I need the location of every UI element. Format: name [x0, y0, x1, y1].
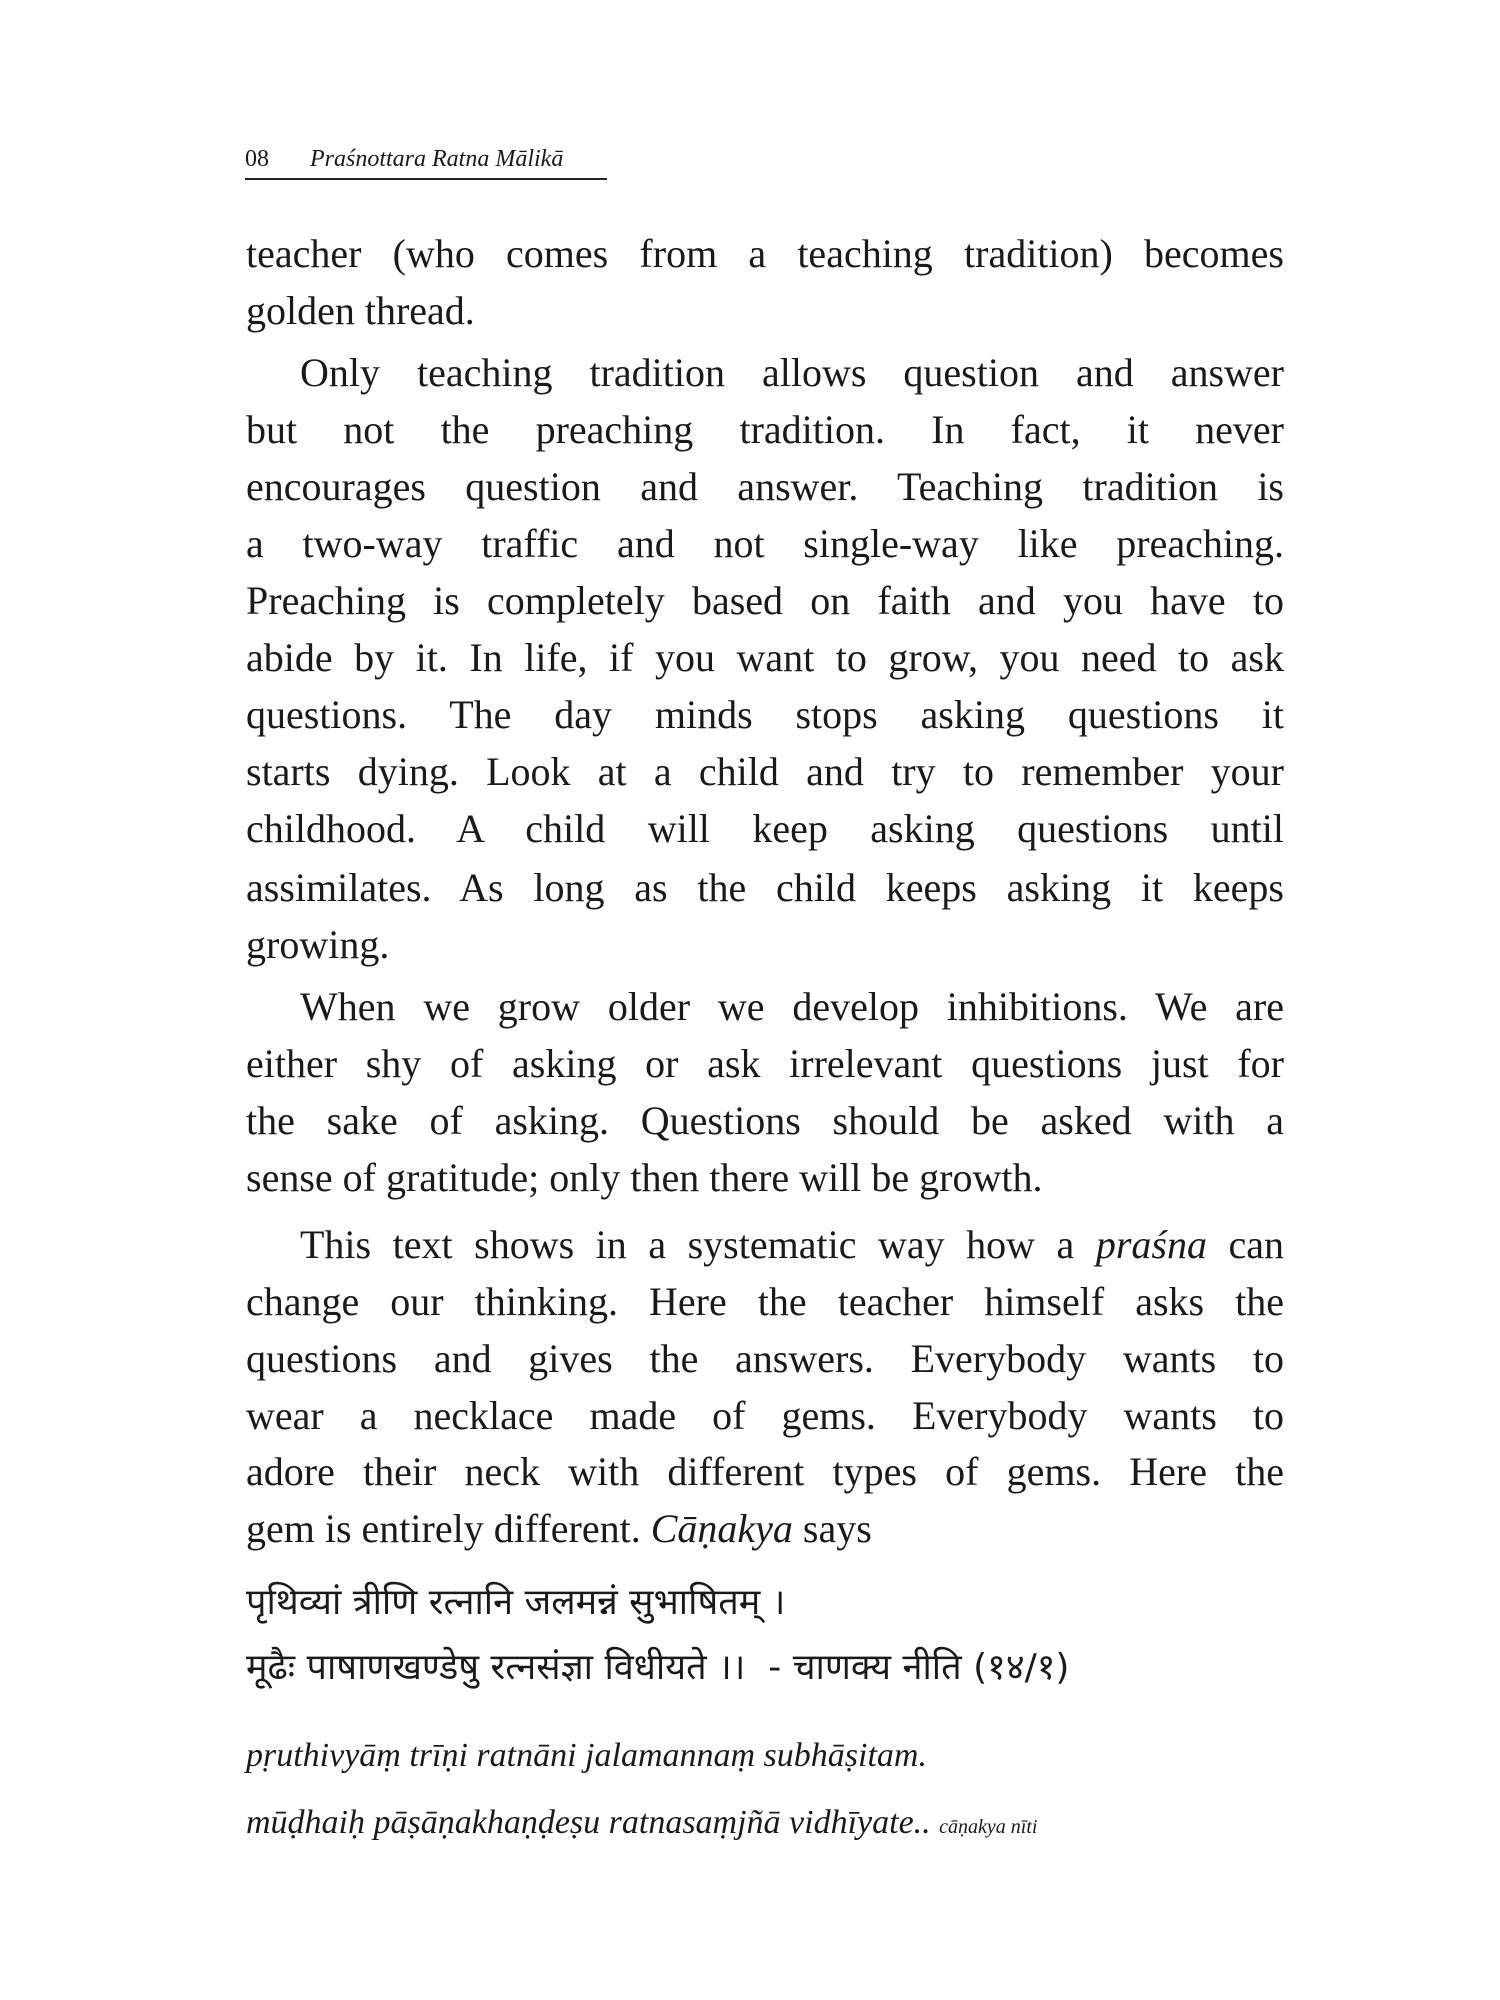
text-line: Only teaching tradition allows question and answer	[300, 350, 1284, 395]
text-line: starts dying. Look at a child and try to remember your	[246, 749, 1284, 794]
text-line: change our thinking. Here the teacher himself asks the	[246, 1279, 1284, 1324]
text-line: questions and gives the answers. Everybody wants to	[246, 1336, 1284, 1381]
text-line: either shy of asking or ask irrelevant questions just for	[246, 1041, 1284, 1086]
transliteration-text: mūḍhaiḥ pāṣāṇakhaṇḍeṣu ratnasaṃjñā vidhīyate..	[246, 1804, 931, 1841]
text-line: Preaching is completely based on faith and you have to	[246, 578, 1284, 623]
text-line: golden thread.	[246, 288, 475, 333]
text-line: adore their neck with different types of gems. Here the	[246, 1449, 1284, 1494]
italic-term: praśna	[1095, 1222, 1207, 1267]
text-line: wear a necklace made of gems. Everybody wants to	[246, 1393, 1284, 1438]
transliteration-source: cāṇakya nīti	[939, 1816, 1038, 1838]
transliteration-line	[246, 1798, 1037, 1852]
header-rule	[245, 178, 607, 180]
text-line: assimilates. As long as the child keeps asking it keeps	[246, 865, 1284, 910]
page-number: 08	[245, 146, 269, 172]
text-line: growing.	[246, 922, 390, 967]
devanagari-text: मूढैः पाषाणखण्डेषु रत्नसंज्ञा विधीयते ।।	[246, 1647, 746, 1688]
devanagari-line	[246, 1643, 1069, 1693]
text-line: a two-way traffic and not single-way like preaching.	[246, 521, 1284, 566]
text-span: gem is entirely different.	[246, 1506, 651, 1551]
text-span: This text shows in a systematic way how a	[300, 1222, 1096, 1267]
text-line: childhood. A child will keep asking questions until	[246, 806, 1284, 851]
text-line: but not the preaching tradition. In fact, it never	[246, 407, 1284, 452]
verse-source: - चाणक्य नीति (१४/१)	[768, 1647, 1070, 1688]
text-span: says	[792, 1506, 872, 1551]
running-title: Praśnottara Ratna Mālikā	[310, 146, 564, 172]
text-line	[246, 1500, 1284, 1557]
text-line: encourages question and answer. Teaching tradition is	[246, 464, 1284, 509]
text-line: When we grow older we develop inhibitions. We are	[300, 984, 1284, 1029]
devanagari-line: पृथिव्यां त्रीणि रत्नानि जलमन्नं सुभाषितम् ।	[246, 1582, 786, 1623]
text-line	[300, 1216, 1284, 1273]
text-line: questions. The day minds stops asking questions it	[246, 692, 1284, 737]
italic-term: Cāṇakya	[650, 1506, 793, 1551]
text-line: the sake of asking. Questions should be asked with a	[246, 1098, 1284, 1143]
text-line: abide by it. In life, if you want to grow, you need to ask	[246, 635, 1284, 680]
text-line: sense of gratitude; only then there will be growth.	[246, 1155, 1043, 1200]
text-span: can	[1206, 1222, 1284, 1267]
transliteration-line: pṛuthivyāṃ trīṇi ratnāni jalamannaṃ subhāṣitam.	[246, 1737, 927, 1774]
text-line: teacher (who comes from a teaching tradition) becomes	[246, 231, 1284, 276]
